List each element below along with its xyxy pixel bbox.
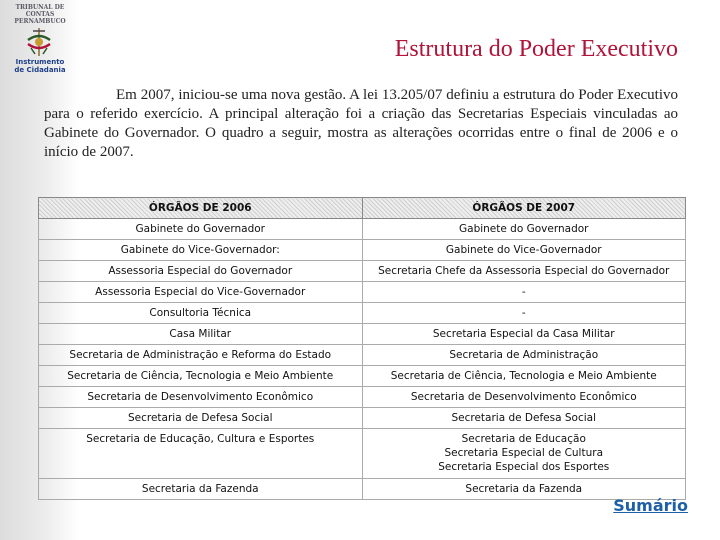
tribunal-seal-icon [22,26,56,58]
cell-2007: Gabinete do Vice-Governador [362,240,686,261]
table-header-row [39,198,686,219]
header-2006: ÓRGÃOS DE 2006 [39,198,363,219]
brand-caption-line2: de Cidadania [14,66,66,74]
cell-2006: Secretaria de Educação, Cultura e Esportes [39,429,363,479]
cell-2006: Secretaria da Fazenda [39,479,363,500]
cell-2006: Gabinete do Vice-Governador: [39,240,363,261]
table-row [39,387,686,408]
logo-text [2,4,78,25]
cell-2007: - [362,303,686,324]
cell-2007: Secretaria da Fazenda [362,479,686,500]
table-row [39,324,686,345]
cell-2006: Gabinete do Governador [39,219,363,240]
cell-2007: Secretaria Especial da Casa Militar [362,324,686,345]
table-row [39,303,686,324]
cell-2007: Secretaria de Educação Secretaria Especial de Cultura Secretaria Especial dos Esportes [362,429,686,479]
cell-2006: Casa Militar [39,324,363,345]
table-row [39,429,686,479]
cell-2007: Secretaria de Administração [362,345,686,366]
cell-2006: Secretaria de Desenvolvimento Econômico [39,387,363,408]
summary-link[interactable]: Sumário [613,496,688,515]
cell-2006: Assessoria Especial do Vice-Governador [39,282,363,303]
table-row [39,345,686,366]
org-name-line2: PERNAMBUCO [14,18,66,25]
table-row [39,366,686,387]
table-row [39,282,686,303]
cell-2006: Secretaria de Ciência, Tecnologia e Meio Ambiente [39,366,363,387]
table-row [39,479,686,500]
cell-2007: Gabinete do Governador [362,219,686,240]
table-row [39,408,686,429]
cell-2006: Secretaria de Administração e Reforma do Estado [39,345,363,366]
cell-2007: Secretaria de Defesa Social [362,408,686,429]
table-row [39,261,686,282]
org-name-line1: TRIBUNAL DE CONTAS [15,4,65,18]
organs-table [38,197,686,500]
cell-2007: Secretaria de Desenvolvimento Econômico [362,387,686,408]
brand-caption [4,58,76,74]
table-row [39,219,686,240]
cell-2006: Secretaria de Defesa Social [39,408,363,429]
cell-2006: Assessoria Especial do Governador [39,261,363,282]
header-2007: ÓRGÃOS DE 2007 [362,198,686,219]
cell-2007: Secretaria Chefe da Assessoria Especial do Governador [362,261,686,282]
page-title: Estrutura do Poder Executivo [394,36,678,62]
table-row [39,240,686,261]
brand-caption-line1: Instrumento [15,58,65,66]
cell-2007: - [362,282,686,303]
cell-2006: Consultoria Técnica [39,303,363,324]
cell-2007: Secretaria de Ciência, Tecnologia e Meio Ambiente [362,366,686,387]
intro-paragraph: Em 2007, iniciou-se uma nova gestão. A lei 13.205/07 definiu a estrutura do Poder Executivo para o referido exercício. A principal alteração foi a criação das Secretarias Especiais vinculadas ao Gabinete do Governador. O quadro a seguir, mostra as alterações ocorridas entre o final de 2006 e o início de 2007. [44,87,678,160]
